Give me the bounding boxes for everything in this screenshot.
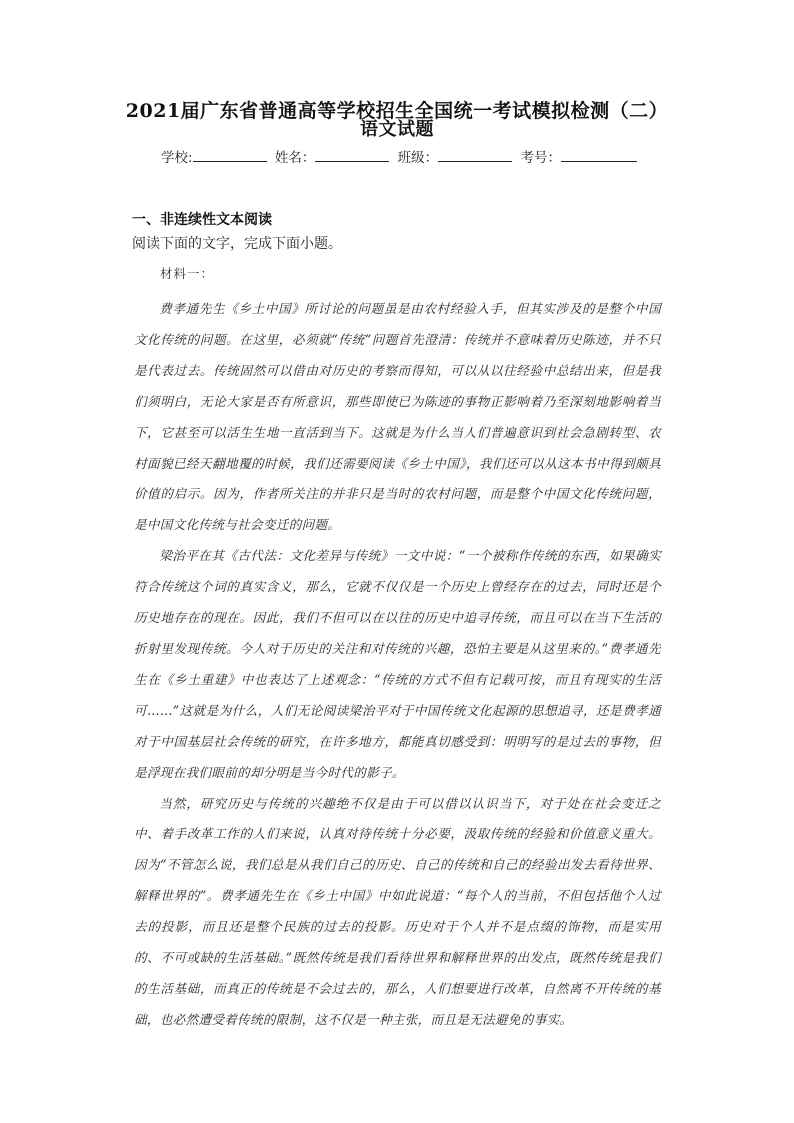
school-label: 学校: <box>161 150 193 166</box>
number-blank[interactable] <box>561 148 637 162</box>
student-info-row <box>0 146 794 166</box>
section-heading: 一、非连续性文本阅读 <box>132 212 272 228</box>
material-label: 材料一： <box>160 266 215 281</box>
class-label: 班级： <box>397 150 439 166</box>
passage-paragraph: 当然，研究历史与传统的兴趣绝不仅是由于可以借以认识当下，对于处在社会变迁之中、着手改革工作的人们来说，认真对待传统十分必要，汲取传统的经验和价值意义重大。因为“不管怎么说，我们总是从我们自己的历史、自己的传统和自己的经验出发去看待世界、解释世界的”。费孝通先生在《乡土中国》中如此说道：“每个人的当前，不但包括他个人过去的投影，而且还是整个民族的过去的投影。历史对于个人并不是点缀的饰物，而是实用的、不可或缺的生活基础。”既然传统是我们看待世界和解释世界的出发点，既然传统是我们的生活基础，而真正的传统是不会过去的，那么，人们想要进行改革，自然离不开传统的基础，也必然遭受着传统的限制，这不仅是一种主张，而且是无法避免的事实。 <box>134 795 661 1027</box>
passage-body <box>134 294 661 1036</box>
school-blank[interactable] <box>193 148 267 162</box>
name-label: 姓名： <box>274 150 316 166</box>
class-blank[interactable] <box>438 148 512 162</box>
name-blank[interactable] <box>315 148 389 162</box>
number-label: 考号： <box>520 150 561 166</box>
exam-subtitle: 语文试题 <box>360 119 434 140</box>
exam-title: 2021届广东省普通高等学校招生全国统一考试模拟检测（二） <box>125 100 669 122</box>
instruction-text: 阅读下面的文字，完成下面小题。 <box>132 236 342 252</box>
passage-paragraph: 费孝通先生《乡土中国》所讨论的问题虽是由农村经验入手，但其实涉及的是整个中国文化传统的问题。在这里，必须就“传统”问题首先澄清：传统并不意味着历史陈迹，并不只是代表过去。传统固然可以借由对历史的考察而得知，可以从以往经验中总结出来，但是我们须明白，无论大家是否有所意识，那些即使已为陈迹的事物正影响着乃至深刻地影响着当下，它甚至可以活生生地一直活到当下。这就是为什么当人们普遍意识到社会急剧转型、农村面貌已经天翻地覆的时候，我们还需要阅读《乡土中国》，我们还可以从这本书中得到颇具价值的启示。因为，作者所关注的并非只是当时的农村问题，而是整个中国文化传统问题，是中国文化传统与社会变迁的问题。 <box>134 301 661 533</box>
passage-paragraph: 梁治平在其《古代法：文化差异与传统》一文中说：“一个被称作传统的东西，如果确实符合传统这个词的真实含义，那么，它就不仅仅是一个历史上曾经存在的过去，同时还是个历史地存在的现在。因此，我们不但可以在以往的历史中追寻传统，而且可以在当下生活的折射里发现传统。今人对于历史的关注和对传统的兴趣，恐怕主要是从这里来的。”费孝通先生在《乡土重建》中也表达了上述观念：“传统的方式不但有记载可按，而且有现实的生活可……”这就是为什么，人们无论阅读梁治平对于中国传统文化起源的思想追寻，还是费孝通对于中国基层社会传统的研究，在许多地方，都能真切感受到：明明写的是过去的事物，但是浮现在我们眼前的却分明是当今时代的影子。 <box>134 548 661 780</box>
